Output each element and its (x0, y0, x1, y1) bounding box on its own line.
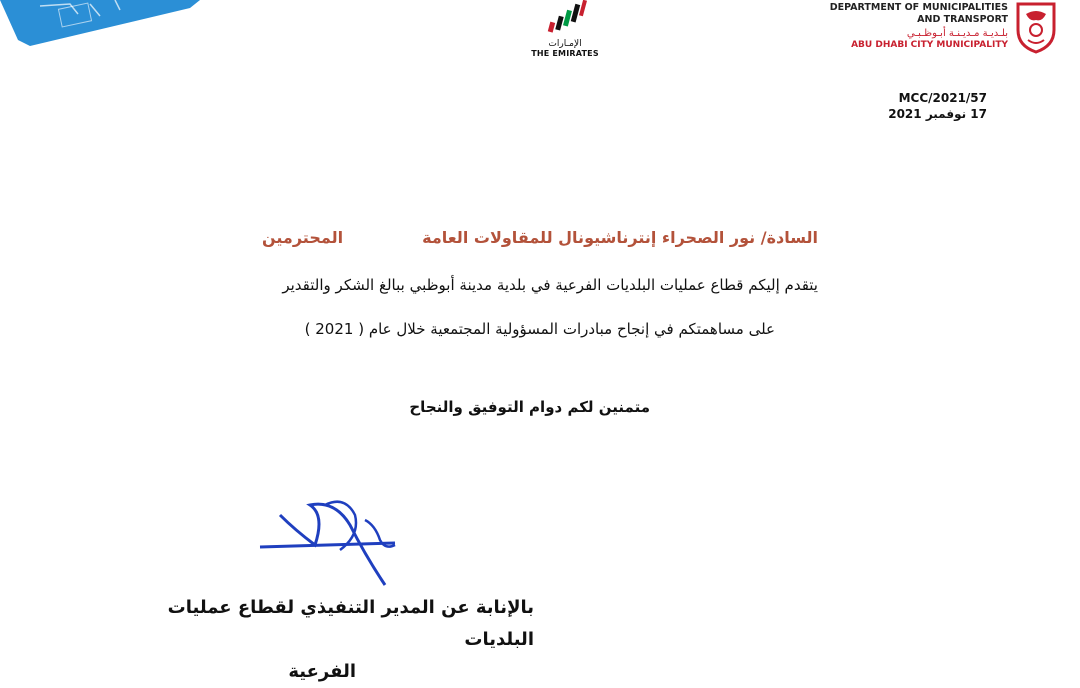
department-name-line1: DEPARTMENT OF MUNICIPALITIES (829, 2, 1008, 13)
uae-logo-english: THE EMIRATES (531, 49, 599, 58)
department-name-line2: AND TRANSPORT (917, 14, 1008, 25)
salutation-honorific: المحترمين (262, 228, 344, 247)
department-header (748, 2, 1008, 51)
body-line-1: يتقدم إليكم قطاع عمليات البلديات الفرعية في بلدية مدينة أبوظبي ببالغ الشكر والتقدير (282, 276, 818, 294)
handwritten-signature (255, 495, 405, 590)
uae-logo (520, 0, 610, 70)
signatory-title-line1: بالإنابة عن المدير التنفيذي لقطاع عمليات البلديات (167, 597, 534, 650)
body-line-2: على مساهمتكم في إنجاح مبادرات المسؤولية المجتمعية خلال عام ( 2021 ) (304, 320, 775, 338)
municipality-name-english: ABU DHABI CITY MUNICIPALITY (851, 40, 1008, 50)
municipality-name-arabic: بلـديـة مـديـنـة أبـوظـبـي (906, 28, 1008, 39)
letter-date: 17 نوفمبر 2021 (888, 107, 987, 121)
signatory-title-line2: الفرعية (288, 661, 356, 682)
abu-dhabi-emblem-icon (1012, 0, 1060, 54)
closing-line: متمنين لكم دوام التوفيق والنجاح (409, 398, 650, 416)
corner-decoration (0, 0, 200, 50)
salutation: السادة/ نور الصحراء إنترناشيونال للمقاولات العامة (422, 228, 818, 247)
uae-logo-arabic: الإمـارات (548, 39, 582, 49)
reference-block (888, 90, 987, 122)
uae-flag-icon (535, 0, 595, 38)
signatory-block (122, 592, 534, 688)
reference-number: MCC/2021/57 (898, 91, 987, 105)
